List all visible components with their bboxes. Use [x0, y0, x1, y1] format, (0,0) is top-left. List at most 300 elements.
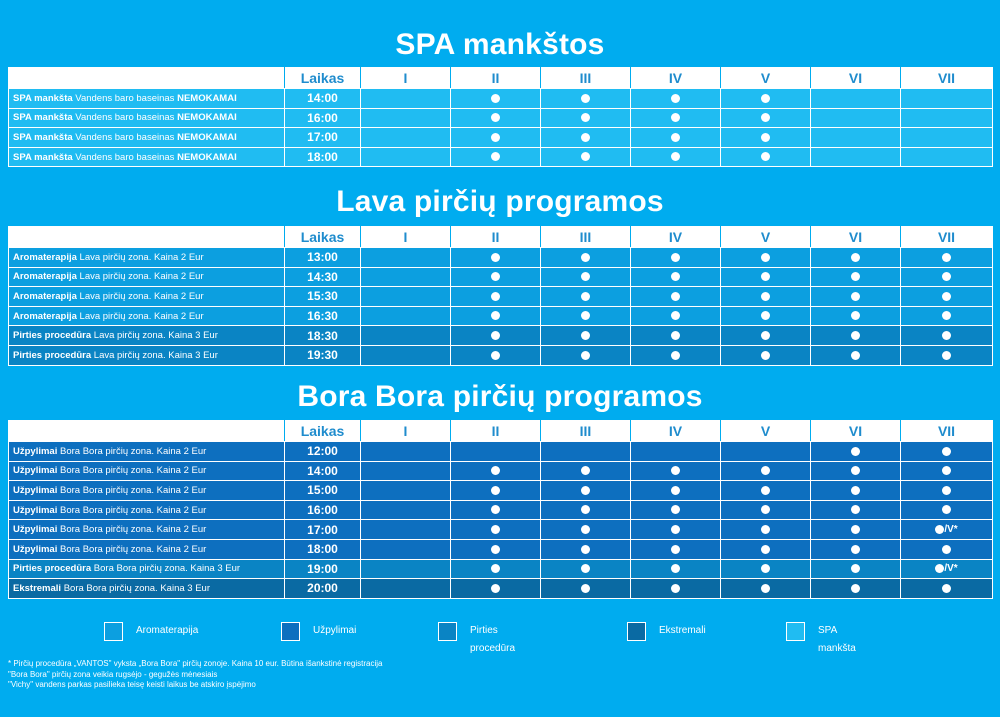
day-cell-2 — [451, 559, 541, 579]
time-cell: 18:30 — [285, 326, 361, 346]
scheduled-dot-icon — [851, 272, 860, 281]
program-description: Bora Bora pirčių zona. Kaina 3 Eur — [61, 582, 210, 594]
day-cell-1 — [361, 539, 451, 559]
day-cell-7 — [901, 539, 993, 559]
program-type: SPA mankšta — [13, 131, 73, 143]
scheduled-dot-icon — [942, 466, 951, 475]
day-cell-6 — [811, 520, 901, 540]
program-description: Lava pirčių zona. Kaina 2 Eur — [76, 271, 204, 283]
day-cell-1 — [361, 500, 451, 520]
day-cell-3 — [541, 108, 631, 128]
time-cell: 14:00 — [285, 461, 361, 481]
program-description: Lava pirčių zona. Kaina 3 Eur — [91, 330, 218, 342]
footnotes — [8, 659, 382, 691]
vantos-note: /V* — [944, 563, 958, 575]
scheduled-dot-icon — [671, 133, 680, 142]
program-type: Užpylimai — [13, 543, 58, 555]
program-name-cell — [9, 559, 285, 579]
program-name-cell — [9, 128, 285, 148]
day-cell-5 — [721, 326, 811, 346]
footnote: "Bora Bora" pirčių zona veikia rugsėjo - gegužės mėnesiais — [8, 669, 218, 679]
scheduled-dot-icon — [491, 505, 500, 514]
day-cell-5 — [721, 481, 811, 501]
scheduled-dot-icon — [491, 466, 500, 475]
scheduled-dot-icon — [942, 505, 951, 514]
scheduled-dot-icon — [581, 272, 590, 281]
header-day-2: II — [451, 68, 541, 89]
day-cell-1 — [361, 326, 451, 346]
time-cell: 20:00 — [285, 579, 361, 599]
program-name-cell — [9, 147, 285, 167]
scheduled-dot-icon — [851, 331, 860, 340]
scheduled-dot-icon — [491, 253, 500, 262]
program-description: Vandens baro baseinas — [72, 151, 178, 163]
header-day-1: I — [361, 68, 451, 89]
day-cell-7 — [901, 306, 993, 326]
day-cell-1 — [361, 461, 451, 481]
scheduled-dot-icon — [491, 152, 500, 161]
day-cell-6 — [811, 89, 901, 109]
scheduled-dot-icon — [581, 466, 590, 475]
scheduled-dot-icon — [761, 94, 770, 103]
legend-swatch — [104, 622, 123, 641]
day-cell-1 — [361, 559, 451, 579]
time-cell: 14:00 — [285, 89, 361, 109]
program-type: Užpylimai — [13, 524, 58, 536]
day-cell-7 — [901, 481, 993, 501]
scheduled-dot-icon — [581, 94, 590, 103]
program-type: Ekstremali — [13, 582, 62, 594]
scheduled-dot-icon — [851, 351, 860, 360]
scheduled-dot-icon — [671, 311, 680, 320]
program-type: SPA mankšta — [13, 112, 73, 124]
header-time-label: Laikas — [285, 227, 361, 248]
program-description: Lava pirčių zona. Kaina 3 Eur — [91, 349, 218, 361]
scheduled-dot-icon — [671, 564, 680, 573]
time-cell: 19:00 — [285, 559, 361, 579]
scheduled-dot-icon — [851, 486, 860, 495]
day-cell-2 — [451, 287, 541, 307]
scheduled-dot-icon — [671, 486, 680, 495]
day-cell-4 — [631, 461, 721, 481]
legend-label: Aromaterapija — [136, 625, 199, 636]
scheduled-dot-icon — [491, 272, 500, 281]
table-row — [9, 579, 993, 599]
day-cell-6 — [811, 579, 901, 599]
day-cell-2 — [451, 108, 541, 128]
header-day-4: IV — [631, 68, 721, 89]
program-name-cell — [9, 306, 285, 326]
program-description: Bora Bora pirčių zona. Kaina 2 Eur — [57, 504, 207, 516]
day-cell-7 — [901, 108, 993, 128]
program-name-cell — [9, 539, 285, 559]
header-day-5: V — [721, 68, 811, 89]
day-cell-7 — [901, 345, 993, 365]
day-cell-5 — [721, 500, 811, 520]
scheduled-dot-icon — [581, 564, 590, 573]
day-cell-5 — [721, 306, 811, 326]
scheduled-dot-icon — [671, 152, 680, 161]
table-row — [9, 89, 993, 109]
table-row — [9, 306, 993, 326]
scheduled-dot-icon — [581, 133, 590, 142]
program-name-cell — [9, 287, 285, 307]
scheduled-dot-icon — [581, 113, 590, 122]
legend-swatch — [281, 622, 300, 641]
time-cell: 19:30 — [285, 345, 361, 365]
day-cell-3 — [541, 267, 631, 287]
scheduled-dot-icon — [942, 331, 951, 340]
scheduled-dot-icon — [851, 545, 860, 554]
section-title-bora-bora: Bora Bora pirčių programos — [297, 380, 703, 413]
program-name-cell — [9, 579, 285, 599]
scheduled-dot-icon — [942, 253, 951, 262]
header-day-2: II — [451, 227, 541, 248]
day-cell-5 — [721, 461, 811, 481]
header-time-label: Laikas — [285, 68, 361, 89]
day-cell-2 — [451, 248, 541, 268]
program-description: Bora Bora pirčių zona. Kaina 2 Eur — [57, 543, 207, 555]
day-cell-4 — [631, 345, 721, 365]
scheduled-dot-icon — [761, 525, 770, 534]
day-cell-3 — [541, 539, 631, 559]
day-cell-4 — [631, 500, 721, 520]
scheduled-dot-icon — [851, 525, 860, 534]
scheduled-dot-icon — [671, 505, 680, 514]
day-cell-7 — [901, 520, 993, 540]
day-cell-4 — [631, 326, 721, 346]
scheduled-dot-icon — [935, 525, 944, 534]
header-day-1: I — [361, 227, 451, 248]
day-cell-1 — [361, 520, 451, 540]
header-day-6: VI — [811, 421, 901, 442]
header-time-label: Laikas — [285, 421, 361, 442]
day-cell-2 — [451, 147, 541, 167]
day-cell-4 — [631, 559, 721, 579]
table-row — [9, 326, 993, 346]
table-row — [9, 500, 993, 520]
day-cell-3 — [541, 128, 631, 148]
table-row — [9, 520, 993, 540]
scheduled-dot-icon — [581, 331, 590, 340]
day-cell-4 — [631, 520, 721, 540]
scheduled-dot-icon — [761, 272, 770, 281]
day-cell-3 — [541, 326, 631, 346]
scheduled-dot-icon — [942, 311, 951, 320]
program-type: Užpylimai — [13, 484, 58, 496]
footnote: * Pirčių procedūra „VANTOS" vyksta „Bora Bora" pirčių zonoje. Kaina 10 eur. Būtina išankstinė registracija — [8, 659, 383, 668]
scheduled-dot-icon — [581, 253, 590, 262]
scheduled-dot-icon — [671, 253, 680, 262]
scheduled-dot-icon — [761, 505, 770, 514]
day-cell-2 — [451, 306, 541, 326]
schedule-table-lava — [8, 226, 993, 366]
program-description: Bora Bora pirčių zona. Kaina 3 Eur — [91, 563, 241, 575]
day-cell-3 — [541, 559, 631, 579]
scheduled-dot-icon — [851, 505, 860, 514]
scheduled-dot-icon — [851, 466, 860, 475]
time-cell: 15:00 — [285, 481, 361, 501]
legend-swatch — [627, 622, 646, 641]
legend-label: Pirties procedūra — [470, 625, 516, 654]
program-description: Lava pirčių zona. Kaina 2 Eur — [76, 251, 204, 263]
header-day-3: III — [541, 421, 631, 442]
scheduled-dot-icon — [581, 152, 590, 161]
program-name-cell — [9, 108, 285, 128]
day-cell-2 — [451, 345, 541, 365]
scheduled-dot-icon — [671, 466, 680, 475]
day-cell-7 — [901, 128, 993, 148]
table-row — [9, 287, 993, 307]
time-cell: 17:00 — [285, 128, 361, 148]
legend — [0, 622, 1000, 654]
scheduled-dot-icon — [942, 447, 951, 456]
scheduled-dot-icon — [761, 331, 770, 340]
day-cell-6 — [811, 267, 901, 287]
legend-swatch — [438, 622, 457, 641]
program-description: Bora Bora pirčių zona. Kaina 2 Eur — [57, 524, 207, 536]
day-cell-1 — [361, 579, 451, 599]
scheduled-dot-icon — [671, 584, 680, 593]
day-cell-7 — [901, 89, 993, 109]
day-cell-6 — [811, 345, 901, 365]
program-price-note: NEMOKAMAI — [177, 112, 237, 124]
program-description: Bora Bora pirčių zona. Kaina 2 Eur — [57, 445, 207, 457]
program-name-cell — [9, 326, 285, 346]
day-cell-5 — [721, 579, 811, 599]
scheduled-dot-icon — [491, 486, 500, 495]
time-cell: 14:30 — [285, 267, 361, 287]
table-row — [9, 147, 993, 167]
day-cell-4 — [631, 539, 721, 559]
program-type: Pirties procedūra — [13, 563, 92, 575]
day-cell-6 — [811, 559, 901, 579]
day-cell-2 — [451, 539, 541, 559]
day-cell-4 — [631, 147, 721, 167]
day-cell-2 — [451, 326, 541, 346]
day-cell-2 — [451, 481, 541, 501]
day-cell-4 — [631, 128, 721, 148]
table-row — [9, 267, 993, 287]
table-header-row — [9, 421, 993, 442]
day-cell-7 — [901, 500, 993, 520]
day-cell-4 — [631, 89, 721, 109]
day-cell-1 — [361, 267, 451, 287]
day-cell-6 — [811, 147, 901, 167]
scheduled-dot-icon — [851, 311, 860, 320]
program-description: Lava pirčių zona. Kaina 2 Eur — [76, 290, 204, 302]
header-day-3: III — [541, 227, 631, 248]
day-cell-3 — [541, 520, 631, 540]
section-title-lava: Lava pirčių programos — [336, 185, 664, 218]
scheduled-dot-icon — [935, 564, 944, 573]
day-cell-7 — [901, 267, 993, 287]
time-cell: 13:00 — [285, 248, 361, 268]
day-cell-2 — [451, 579, 541, 599]
header-day-6: VI — [811, 68, 901, 89]
day-cell-2 — [451, 461, 541, 481]
day-cell-6 — [811, 500, 901, 520]
day-cell-5 — [721, 442, 811, 462]
day-cell-3 — [541, 248, 631, 268]
program-type: Užpylimai — [13, 504, 58, 516]
header-day-7: VII — [901, 227, 993, 248]
day-cell-3 — [541, 442, 631, 462]
legend-label: SPA mankšta — [818, 625, 856, 654]
program-name-cell — [9, 267, 285, 287]
scheduled-dot-icon — [491, 113, 500, 122]
day-cell-7 — [901, 559, 993, 579]
scheduled-dot-icon — [942, 292, 951, 301]
program-price-note: NEMOKAMAI — [177, 92, 237, 104]
day-cell-7 — [901, 461, 993, 481]
footnote: "Vichy" vandens parkas pasilieka teisę keisti laikus be atskiro įspėjimo — [8, 680, 256, 689]
day-cell-4 — [631, 306, 721, 326]
day-cell-7 — [901, 326, 993, 346]
scheduled-dot-icon — [761, 311, 770, 320]
header-day-5: V — [721, 227, 811, 248]
program-description: Vandens baro baseinas — [72, 112, 178, 124]
header-day-5: V — [721, 421, 811, 442]
header-day-4: IV — [631, 227, 721, 248]
program-name-cell — [9, 500, 285, 520]
table-row — [9, 442, 993, 462]
day-cell-3 — [541, 345, 631, 365]
program-type: Užpylimai — [13, 445, 58, 457]
scheduled-dot-icon — [671, 292, 680, 301]
day-cell-1 — [361, 128, 451, 148]
scheduled-dot-icon — [761, 133, 770, 142]
day-cell-5 — [721, 108, 811, 128]
scheduled-dot-icon — [942, 272, 951, 281]
day-cell-3 — [541, 461, 631, 481]
day-cell-4 — [631, 481, 721, 501]
header-day-4: IV — [631, 421, 721, 442]
table-row — [9, 345, 993, 365]
schedule-table-spa — [8, 67, 993, 167]
day-cell-3 — [541, 500, 631, 520]
header-day-3: III — [541, 68, 631, 89]
day-cell-1 — [361, 345, 451, 365]
day-cell-3 — [541, 89, 631, 109]
day-cell-7 — [901, 248, 993, 268]
scheduled-dot-icon — [491, 564, 500, 573]
day-cell-1 — [361, 89, 451, 109]
table-row — [9, 461, 993, 481]
time-cell: 12:00 — [285, 442, 361, 462]
scheduled-dot-icon — [581, 292, 590, 301]
day-cell-5 — [721, 267, 811, 287]
day-cell-7 — [901, 147, 993, 167]
day-cell-1 — [361, 481, 451, 501]
day-cell-6 — [811, 539, 901, 559]
header-blank-cell — [9, 421, 285, 442]
day-cell-5 — [721, 287, 811, 307]
day-cell-4 — [631, 579, 721, 599]
table-row — [9, 128, 993, 148]
program-name-cell — [9, 442, 285, 462]
day-cell-4 — [631, 108, 721, 128]
day-cell-7 — [901, 579, 993, 599]
program-type: Aromaterapija — [13, 251, 77, 263]
day-cell-1 — [361, 248, 451, 268]
day-cell-1 — [361, 147, 451, 167]
time-cell: 18:00 — [285, 539, 361, 559]
scheduled-dot-icon — [851, 292, 860, 301]
table-row — [9, 248, 993, 268]
program-name-cell — [9, 248, 285, 268]
legend-label: Ekstremali — [659, 625, 706, 636]
scheduled-dot-icon — [491, 292, 500, 301]
scheduled-dot-icon — [581, 545, 590, 554]
scheduled-dot-icon — [761, 486, 770, 495]
day-cell-1 — [361, 442, 451, 462]
scheduled-dot-icon — [851, 564, 860, 573]
program-type: Aromaterapija — [13, 271, 77, 283]
scheduled-dot-icon — [581, 505, 590, 514]
day-cell-2 — [451, 442, 541, 462]
scheduled-dot-icon — [942, 486, 951, 495]
day-cell-4 — [631, 248, 721, 268]
table-row — [9, 481, 993, 501]
time-cell: 16:00 — [285, 108, 361, 128]
day-cell-2 — [451, 500, 541, 520]
day-cell-1 — [361, 287, 451, 307]
scheduled-dot-icon — [761, 292, 770, 301]
header-blank-cell — [9, 227, 285, 248]
day-cell-6 — [811, 461, 901, 481]
day-cell-3 — [541, 287, 631, 307]
program-description: Bora Bora pirčių zona. Kaina 2 Eur — [57, 484, 207, 496]
scheduled-dot-icon — [761, 113, 770, 122]
time-cell: 17:00 — [285, 520, 361, 540]
program-price-note: NEMOKAMAI — [177, 151, 237, 163]
day-cell-1 — [361, 306, 451, 326]
scheduled-dot-icon — [671, 351, 680, 360]
scheduled-dot-icon — [942, 584, 951, 593]
scheduled-dot-icon — [671, 113, 680, 122]
scheduled-dot-icon — [671, 525, 680, 534]
day-cell-3 — [541, 306, 631, 326]
program-type: Pirties procedūra — [13, 349, 92, 361]
day-cell-6 — [811, 128, 901, 148]
legend-swatch — [786, 622, 805, 641]
time-cell: 16:30 — [285, 306, 361, 326]
scheduled-dot-icon — [761, 253, 770, 262]
time-cell: 15:30 — [285, 287, 361, 307]
scheduled-dot-icon — [761, 152, 770, 161]
day-cell-3 — [541, 579, 631, 599]
header-day-7: VII — [901, 421, 993, 442]
table-row — [9, 108, 993, 128]
schedule-table-bora-bora — [8, 420, 993, 599]
scheduled-dot-icon — [491, 331, 500, 340]
scheduled-dot-icon — [581, 525, 590, 534]
program-type: SPA mankšta — [13, 151, 73, 163]
scheduled-dot-icon — [761, 351, 770, 360]
program-name-cell — [9, 89, 285, 109]
table-row — [9, 559, 993, 579]
table-row — [9, 539, 993, 559]
day-cell-7 — [901, 287, 993, 307]
section-title-spa: SPA mankštos — [395, 28, 605, 61]
vantos-note: /V* — [944, 524, 958, 536]
day-cell-6 — [811, 287, 901, 307]
scheduled-dot-icon — [671, 272, 680, 281]
day-cell-5 — [721, 248, 811, 268]
day-cell-2 — [451, 89, 541, 109]
day-cell-4 — [631, 287, 721, 307]
